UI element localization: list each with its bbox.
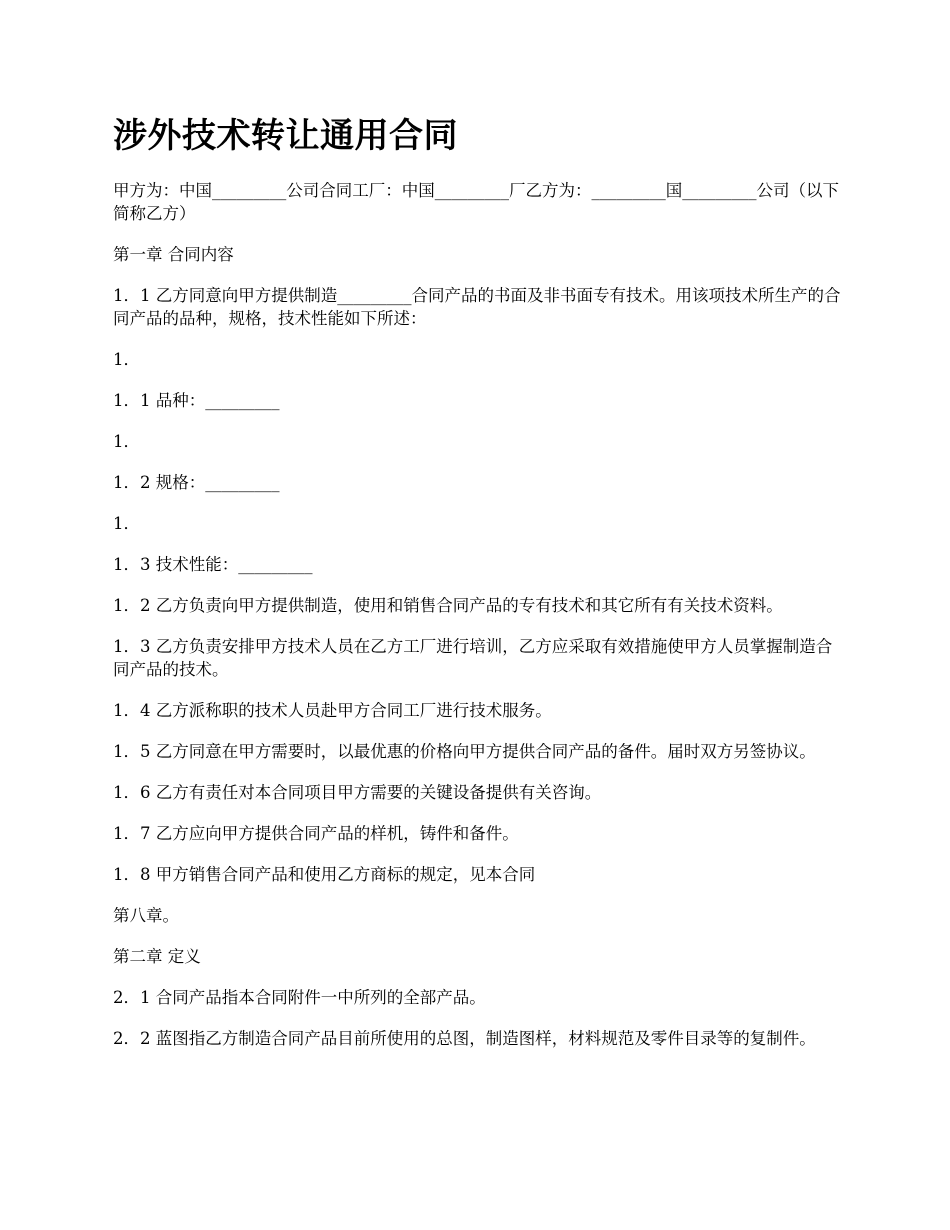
clause-technical-performance: 1．3 技术性能：_________ <box>113 555 313 574</box>
clause-1-1: 1．1 乙方同意向甲方提供制造_________合同产品的书面及非书面专有技术。用该项技术所生产的合同产品的品种，规格，技术性能如下所述： <box>113 286 841 328</box>
document-page <box>113 112 841 1068</box>
clause-1-4: 1．4 乙方派称职的技术人员赴甲方合同工厂进行技术服务。 <box>113 701 552 720</box>
clause-2-2: 2．2 蓝图指乙方制造合同产品目前所使用的总图，制造图样，材料规范及零件目录等的复制件。 <box>113 1029 816 1048</box>
document-title: 涉外技术转让通用合同 <box>113 116 458 156</box>
clause-specification: 1．2 规格：_________ <box>113 473 280 492</box>
list-marker: 1． <box>113 514 140 533</box>
list-marker: 1． <box>113 350 140 369</box>
chapter-1-heading: 第一章 合同内容 <box>113 245 234 264</box>
clause-1-8-continuation: 第八章。 <box>113 906 179 925</box>
list-marker: 1． <box>113 432 140 451</box>
clause-1-2: 1．2 乙方负责向甲方提供制造，使用和销售合同产品的专有技术和其它所有有关技术资料。 <box>113 596 783 615</box>
clause-1-6: 1．6 乙方有责任对本合同项目甲方需要的关键设备提供有关咨询。 <box>113 783 602 802</box>
clause-1-3: 1．3 乙方负责安排甲方技术人员在乙方工厂进行培训，乙方应采取有效措施使甲方人员掌握制造合同产品的技术。 <box>113 637 833 679</box>
clause-1-7: 1．7 乙方应向甲方提供合同产品的样机，铸件和备件。 <box>113 824 519 843</box>
clause-1-5: 1．5 乙方同意在甲方需要时，以最优惠的价格向甲方提供合同产品的备件。届时双方另签协议。 <box>113 742 816 761</box>
clause-1-8: 1．8 甲方销售合同产品和使用乙方商标的规定，见本合同 <box>113 865 536 884</box>
clause-variety: 1．1 品种：_________ <box>113 391 280 410</box>
party-info-paragraph: 甲方为：中国_________公司合同工厂：中国_________厂乙方为：_________国_________公司（以下简称乙方） <box>113 181 839 223</box>
chapter-2-heading: 第二章 定义 <box>113 947 201 966</box>
clause-2-1: 2．1 合同产品指本合同附件一中所列的全部产品。 <box>113 988 486 1007</box>
